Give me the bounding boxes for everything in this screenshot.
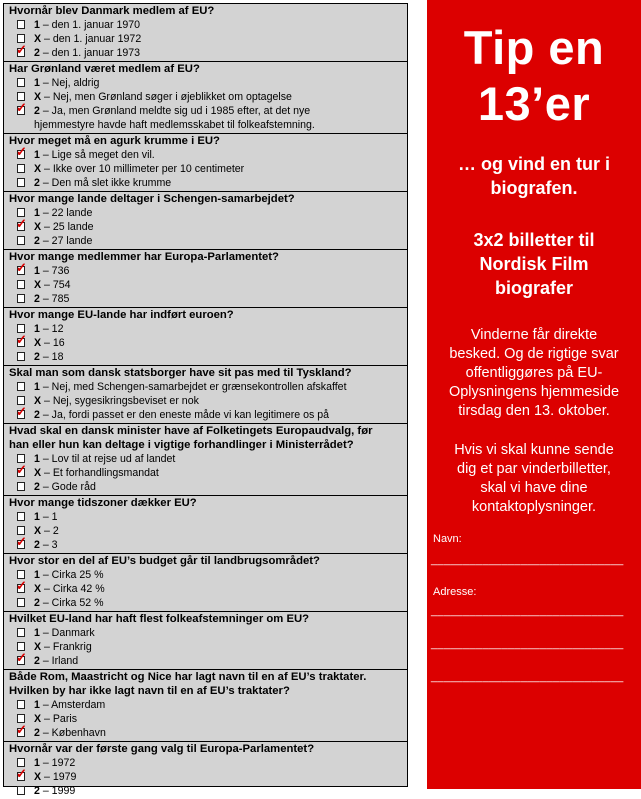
option-text: – Ja, fordi passet er den eneste måde vi kan legitimere os på [39,409,330,421]
promo-contact-line: kontaktoplysninger. [471,499,597,515]
promo-subheadline [427,152,641,200]
quiz-question [4,366,407,424]
option-text: – 754 [41,279,71,291]
answer-option[interactable] [9,176,407,190]
option-key: X [34,583,42,595]
promo-sub-line: biografen. [490,178,578,198]
checkmark-icon: ✓ [16,650,27,665]
answer-option[interactable] [9,234,407,248]
answer-option[interactable] [9,292,407,306]
promo-body-line: tirsdag den 13. oktober. [458,403,610,419]
option-text: – Danmark [39,627,95,639]
promo-contact-line: Hvis vi skal kunne sende [454,442,614,458]
option-key: 1 [34,381,40,393]
option-key: X [34,221,42,233]
option-text-continuation: hjemmestyre havde haft medlemsskabet til folkeafstemning. [34,119,315,131]
option-text: – 18 [39,351,64,363]
option-text: – 12 [39,323,64,335]
option-key: 1 [34,757,40,769]
checkmark-icon: ✓ [16,462,27,477]
answer-option[interactable] [9,756,407,770]
option-text: – 3 [39,539,58,551]
option-text: – den 1. januar 1970 [39,19,141,31]
option-text: – den 1. januar 1972 [41,33,142,45]
answer-option[interactable] [9,322,407,336]
option-text: – Lige så meget den vil. [39,149,155,161]
option-key: 2 [34,177,40,189]
option-key: X [34,337,42,349]
option-key: 2 [34,727,40,739]
checkmark-icon: ✓ [16,766,27,781]
question-text-line2: han eller hun kan deltage i vigtige forhandlinger i Ministerrådet? [9,439,354,451]
quiz-question [4,4,407,62]
option-text: – København [39,727,106,739]
answer-option[interactable] [9,596,407,610]
checkmark-icon: ✓ [16,100,27,115]
option-key: 1 [34,569,40,581]
question-text: Hvad skal en dansk minister have af Folketingets Europaudvalg, før [9,425,373,437]
address-field-line-3[interactable]: ______________________________ [431,671,624,683]
option-text: – 1999 [39,785,76,797]
option-text: – Nej, sygesikringsbeviset er nok [41,395,199,407]
option-key: 1 [34,77,40,89]
answer-option[interactable] [9,350,407,364]
answer-option[interactable] [9,404,407,422]
promo-offer-line: Nordisk Film [479,254,589,274]
answer-option[interactable] [9,452,407,466]
checkbox-icon[interactable] [17,382,25,391]
quiz-question [4,424,407,496]
question-text-line2: Hvilken by har ikke lagt navn til en af EU’s traktater? [9,685,290,697]
option-text: – Cirka 25 % [39,569,104,581]
option-key: 2 [34,235,40,247]
question-text: Hvor mange lande deltager i Schengen-samarbejdet? [9,193,295,205]
checkbox-icon[interactable] [17,236,25,245]
address-label: Adresse: [433,586,477,598]
question-text: Skal man som dansk statsborger have sit pas med til Tyskland? [9,367,352,379]
answer-option[interactable] [9,278,407,292]
option-key: X [34,33,42,45]
option-key: 1 [34,511,40,523]
answer-option[interactable] [9,42,407,60]
promo-contact-note [427,441,641,517]
question-text: Hvor stor en del af EU’s budget går til landbrugsområdet? [9,555,320,567]
question-text: Både Rom, Maastricht og Nice har lagt navn til en af EU’s traktater. [9,671,367,683]
option-text: – Gode råd [39,481,96,493]
option-key: 2 [34,481,40,493]
answer-option[interactable] [9,766,407,784]
answer-option[interactable] [9,640,407,654]
option-key: 1 [34,265,40,277]
option-key: X [34,713,42,725]
option-key: X [34,641,42,653]
answer-option[interactable] [9,626,407,640]
answer-option[interactable] [9,100,407,132]
option-key: 2 [34,597,40,609]
option-text: – den 1. januar 1973 [39,47,141,59]
option-key: 2 [34,539,40,551]
question-text: Hvor mange medlemmer har Europa-Parlamentet? [9,251,279,263]
quiz-question [4,62,407,134]
answer-option[interactable] [9,162,407,176]
option-text: – 16 [41,337,65,349]
answer-option[interactable] [9,394,407,408]
answer-option[interactable] [9,578,407,596]
option-key: 1 [34,699,40,711]
option-text: – 27 lande [39,235,93,247]
address-field-line-1[interactable]: ______________________________ [431,605,624,617]
answer-option[interactable] [9,698,407,712]
checkbox-icon[interactable] [17,20,25,29]
option-key: X [34,163,42,175]
option-key: X [34,279,42,291]
option-key: 1 [34,323,40,335]
option-text: – Ja, men Grønland meldte sig ud i 1985 efter, at det nye [39,105,311,117]
promo-body-line: Oplysningens hjemmeside [448,384,620,400]
checkmark-icon: ✓ [16,42,27,57]
option-text: – Cirka 52 % [39,597,104,609]
answer-option[interactable] [9,18,407,32]
promo-sub-line: … og vind en tur i [458,154,610,174]
answer-option[interactable] [9,90,407,104]
quiz-question [4,670,407,742]
checkbox-icon[interactable] [17,352,25,361]
option-text: – 1979 [41,771,77,783]
checkmark-icon: ✓ [16,332,27,347]
option-text: – 22 lande [39,207,93,219]
answer-option[interactable] [9,524,407,538]
option-text: – 1972 [39,757,76,769]
checkmark-icon: ✓ [16,722,27,737]
promo-body [427,326,641,421]
quiz-question [4,192,407,250]
question-text: Hvornår var der første gang valg til Europa-Parlamentet? [9,743,315,755]
quiz-question [4,612,407,670]
checkbox-icon[interactable] [17,598,25,607]
answer-option[interactable] [9,144,407,162]
option-text: – Cirka 42 % [41,583,105,595]
promo-contact-line: skal vi have dine [480,480,588,496]
option-key: 1 [34,149,40,161]
option-key: 2 [34,105,40,117]
option-text: – 2 [41,525,59,537]
option-text: – Ikke over 10 millimeter per 10 centimeter [41,163,245,175]
quiz-question [4,496,407,554]
answer-option[interactable] [9,32,407,46]
option-key: 2 [34,293,40,305]
answer-option[interactable] [9,510,407,524]
option-key: 1 [34,19,40,31]
answer-option[interactable] [9,76,407,90]
answer-option[interactable] [9,722,407,740]
option-text: – 1 [39,511,58,523]
answer-option[interactable] [9,206,407,220]
checkbox-icon[interactable] [17,700,25,709]
promo-panel [427,0,641,789]
option-key: 2 [34,351,40,363]
promo-headline-line: 13’er [477,77,591,130]
checkmark-icon: ✓ [16,404,27,419]
answer-option[interactable] [9,568,407,582]
answer-option[interactable] [9,332,407,350]
quiz-question [4,742,407,799]
question-text: Hvor mange tidszoner dækker EU? [9,497,197,509]
option-text: – Nej, aldrig [39,77,100,89]
answer-option[interactable] [9,216,407,234]
quiz-question [4,250,407,308]
option-text: – 25 lande [41,221,94,233]
option-text: – Paris [41,713,77,725]
option-text: – Frankrig [41,641,92,653]
checkmark-icon: ✓ [16,144,27,159]
quiz-panel [3,3,408,797]
option-key: X [34,525,42,537]
name-label: Navn: [433,533,462,545]
option-text: – Nej, men Grønland søger i øjeblikket om optagelse [41,91,292,103]
checkmark-icon: ✓ [16,216,27,231]
option-key: 2 [34,409,40,421]
option-key: 1 [34,207,40,219]
option-text: – Nej, med Schengen-samarbejdet er grænsekontrollen afskaffet [39,381,347,393]
address-field-line-2[interactable]: ______________________________ [431,638,624,650]
promo-body-line: Vinderne får direkte [470,327,598,343]
answer-option[interactable] [9,380,407,394]
question-text: Hvornår blev Danmark medlem af EU? [9,5,215,17]
checkmark-icon: ✓ [16,260,27,275]
checkbox-icon[interactable] [17,280,25,289]
question-text: Hvor mange EU-lande har indført euroen? [9,309,234,321]
answer-option[interactable] [9,534,407,552]
quiz-question [4,554,407,612]
checkmark-icon: ✓ [16,578,27,593]
option-key: 1 [34,453,40,465]
promo-offer [427,228,641,300]
option-text: – Lov til at rejse ud af landet [39,453,176,465]
answer-option[interactable] [9,712,407,726]
answer-option[interactable] [9,784,407,798]
checkbox-icon[interactable] [17,178,25,187]
promo-headline-line: Tip en [463,21,605,74]
checkbox-icon[interactable] [17,164,25,173]
answer-option[interactable] [9,480,407,494]
promo-headline [427,20,641,132]
question-text: Hvor meget må en agurk krumme i EU? [9,135,220,147]
option-key: X [34,395,42,407]
option-text: – Den må slet ikke krumme [39,177,172,189]
option-key: 1 [34,627,40,639]
checkbox-icon[interactable] [17,294,25,303]
option-text: – Et forhandlingsmandat [41,467,159,479]
answer-option[interactable] [9,462,407,480]
checkbox-icon[interactable] [17,628,25,637]
answer-option[interactable] [9,650,407,668]
answer-option[interactable] [9,260,407,278]
checkmark-icon: ✓ [16,534,27,549]
checkbox-icon[interactable] [17,78,25,87]
question-text: Har Grønland været medlem af EU? [9,63,200,75]
quiz-question [4,308,407,366]
quiz-question [4,134,407,192]
option-key: X [34,771,42,783]
option-text: – 785 [39,293,70,305]
promo-contact-line: dig et par vinderbilletter, [457,461,611,477]
promo-offer-line: 3x2 billetter til [473,230,595,250]
option-key: 2 [34,785,40,797]
option-text: – Irland [39,655,79,667]
checkbox-icon[interactable] [17,512,25,521]
option-text: – Amsterdam [39,699,106,711]
promo-body-line: besked. Og de rigtige svar [449,346,619,362]
option-key: X [34,91,42,103]
promo-offer-line: biografer [494,278,573,298]
checkbox-icon[interactable] [17,786,25,795]
checkbox-icon[interactable] [17,482,25,491]
option-key: 2 [34,655,40,667]
option-key: X [34,467,42,479]
option-text: – 736 [39,265,70,277]
name-field[interactable]: ______________________________ [431,554,624,566]
promo-body-line: offentliggøres på EU- [465,365,603,381]
question-text: Hvilket EU-land har haft flest folkeafstemninger om EU? [9,613,310,625]
option-key: 2 [34,47,40,59]
